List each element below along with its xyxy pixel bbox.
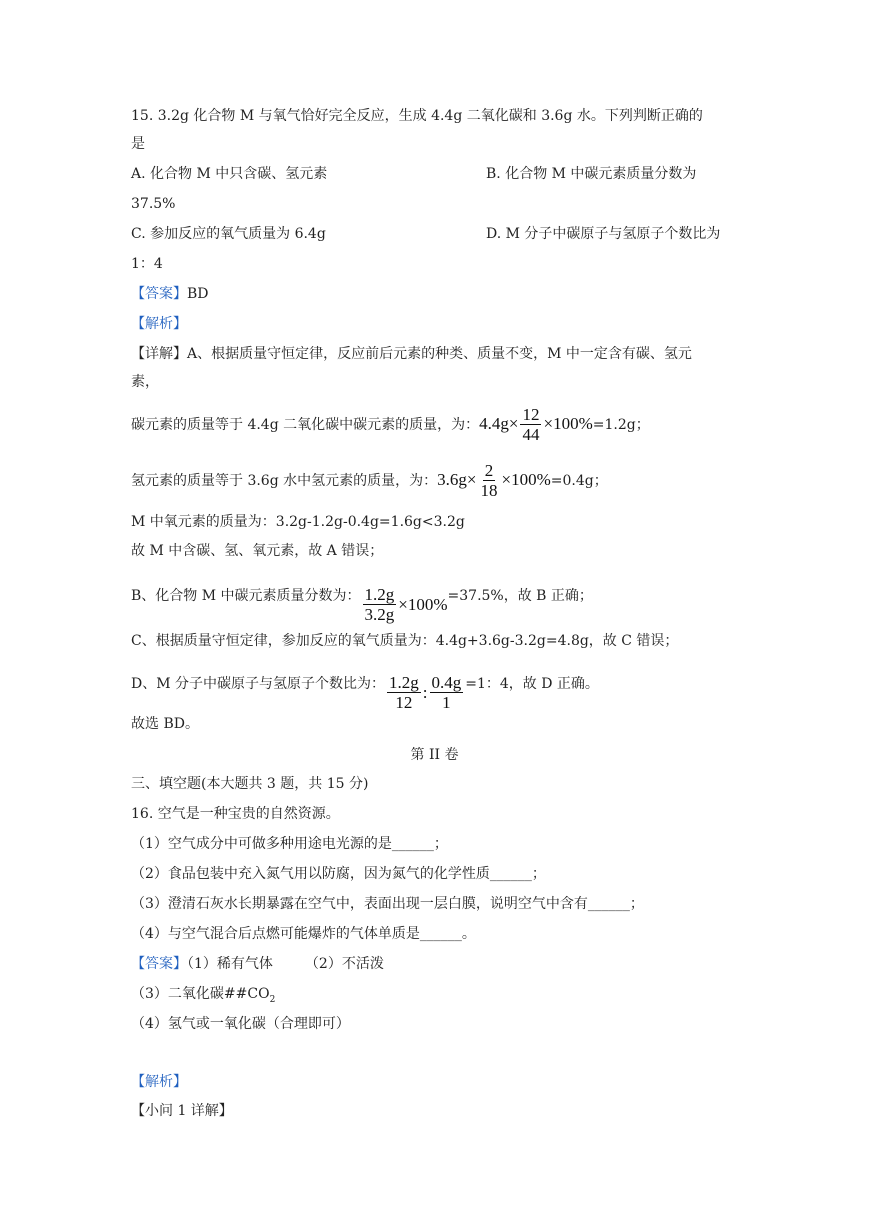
q15-option-b-cont: 37.5% [131,196,176,212]
q16-analysis-tag: 【解析】 [131,1074,187,1090]
b-prefix: B、化合物 M 中碳元素质量分数为： [131,588,361,604]
carbon-formula [479,403,593,445]
carbon-suffix: =1.2g； [592,417,650,433]
conclusion-a: 故 M 中含碳、氢、氧元素，故 A 错误； [131,543,384,559]
carbon-prefix: 碳元素的质量等于 4.4g 二氧化碳中碳元素的质量，为： [131,417,480,433]
q16-small-question-1: 【小问 1 详解】 [131,1103,233,1119]
c-line: C、根据质量守恒定律，参加反应的氧气质量为：4.4g+3.6g-3.2g=4.8g，故 C 错误； [131,633,679,649]
q15-detail-line2: 素， [131,374,159,390]
fraction-denominator: 44 [522,424,540,444]
carbon-fraction [520,405,541,444]
fraction-denominator: 18 [480,480,498,500]
answer-3-subscript: 2 [269,994,276,1005]
fraction-denominator: 1 [442,693,451,712]
oxygen-mass-line: M 中氧元素的质量为：3.2g-1.2g-0.4g=1.6g<3.2g [131,514,465,530]
formula-times: × [466,470,477,489]
hydrogen-mass-line [131,459,608,502]
formula-term: 3.6g [437,470,467,489]
q15-final: 故选 BD。 [131,716,199,732]
q15-option-d-cont: 1：4 [131,256,163,272]
fraction-denominator: 3.2g [364,605,395,624]
d-formula [385,672,465,714]
d-fraction-carbon [387,673,421,712]
hydrogen-fraction [478,461,499,500]
q16-stem: 16. 空气是一种宝贵的自然资源。 [131,806,340,822]
q15-detail-line1 [131,344,692,364]
fraction-denominator: 12 [395,693,413,712]
q15-option-a: A. 化合物 M 中只含碳、氢元素 [131,166,328,182]
carbon-mass-line [131,403,650,446]
hydrogen-suffix: =0.4g； [550,473,608,489]
q15-analysis-tag: 【解析】 [131,316,187,332]
d-suffix: =1：4，故 D 正确。 [465,676,599,692]
q16-answer-line1 [131,954,384,974]
formula-times: × [508,414,519,433]
q16-answer-line3 [131,984,275,1010]
answer-tag: 【答案】 [131,286,187,302]
b-suffix: =37.5%，故 B 正确； [447,588,593,604]
detail-text: A、根据质量守恒定律，反应前后元素的种类、质量不变，M 中一定含有碳、氢元 [187,346,692,362]
q16-sub1: （1）空气成分中可做多种用途电光源的是______； [131,836,448,852]
answer-2: （2）不活泼 [304,956,384,972]
fraction-numerator: 12 [522,404,540,424]
q16-sub2: （2）食品包装中充入氮气用以防腐，因为氮气的化学性质______； [131,866,546,882]
volume-title: 第 II 卷 [410,747,459,763]
answer-3: （3）二氧化碳##CO [131,986,270,1002]
hydrogen-prefix: 氢元素的质量等于 3.6g 水中氢元素的质量，为： [131,473,438,489]
q16-sub3: （3）澄清石灰水长期暴露在空气中，表面出现一层白膜，说明空气中含有______； [131,896,644,912]
q16-sub4: （4）与空气混合后点燃可能爆炸的气体单质是______。 [131,926,476,942]
answer-value: BD [187,286,209,302]
formula-percent: ×100% [543,414,593,433]
b-formula [361,584,448,626]
d-line [131,663,599,714]
detail-tag: 【详解】 [131,346,187,362]
section-heading: 三、填空题(本大题共 3 题，共 15 分) [131,776,369,792]
formula-percent: ×100% [398,594,448,614]
fraction-numerator: 1.2g [389,673,419,692]
q15-option-b: B. 化合物 M 中碳元素质量分数为 [486,166,697,182]
q16-answer-line4: （4）氢气或一氧化碳（合理即可） [131,1016,350,1032]
formula-term: 4.4g [479,414,509,433]
fraction-numerator: 2 [484,460,494,480]
fraction-numerator: 0.4g [431,673,462,692]
hydrogen-formula [437,459,551,501]
answer-1: （1）稀有气体 [187,956,273,972]
q15-stem-line2: 是 [131,136,145,152]
d-fraction-hydrogen [430,673,464,712]
formula-percent: ×100% [501,470,551,489]
q15-answer [131,284,209,304]
b-fraction [363,585,397,624]
d-prefix: D、M 分子中碳原子与氢原子个数比为： [131,676,386,692]
answer-tag: 【答案】 [131,956,187,972]
b-line [131,575,593,626]
q15-stem-line1: 15. 3.2g 化合物 M 与氧气恰好完全反应，生成 4.4g 二氧化碳和 3.6g 水。下列判断正确的 [131,108,703,124]
ratio-colon: : [422,682,428,702]
fraction-numerator: 1.2g [364,585,395,604]
q15-option-d: D. M 分子中碳原子与氢原子个数比为 [486,226,721,242]
q15-option-c: C. 参加反应的氧气质量为 6.4g [131,226,326,242]
